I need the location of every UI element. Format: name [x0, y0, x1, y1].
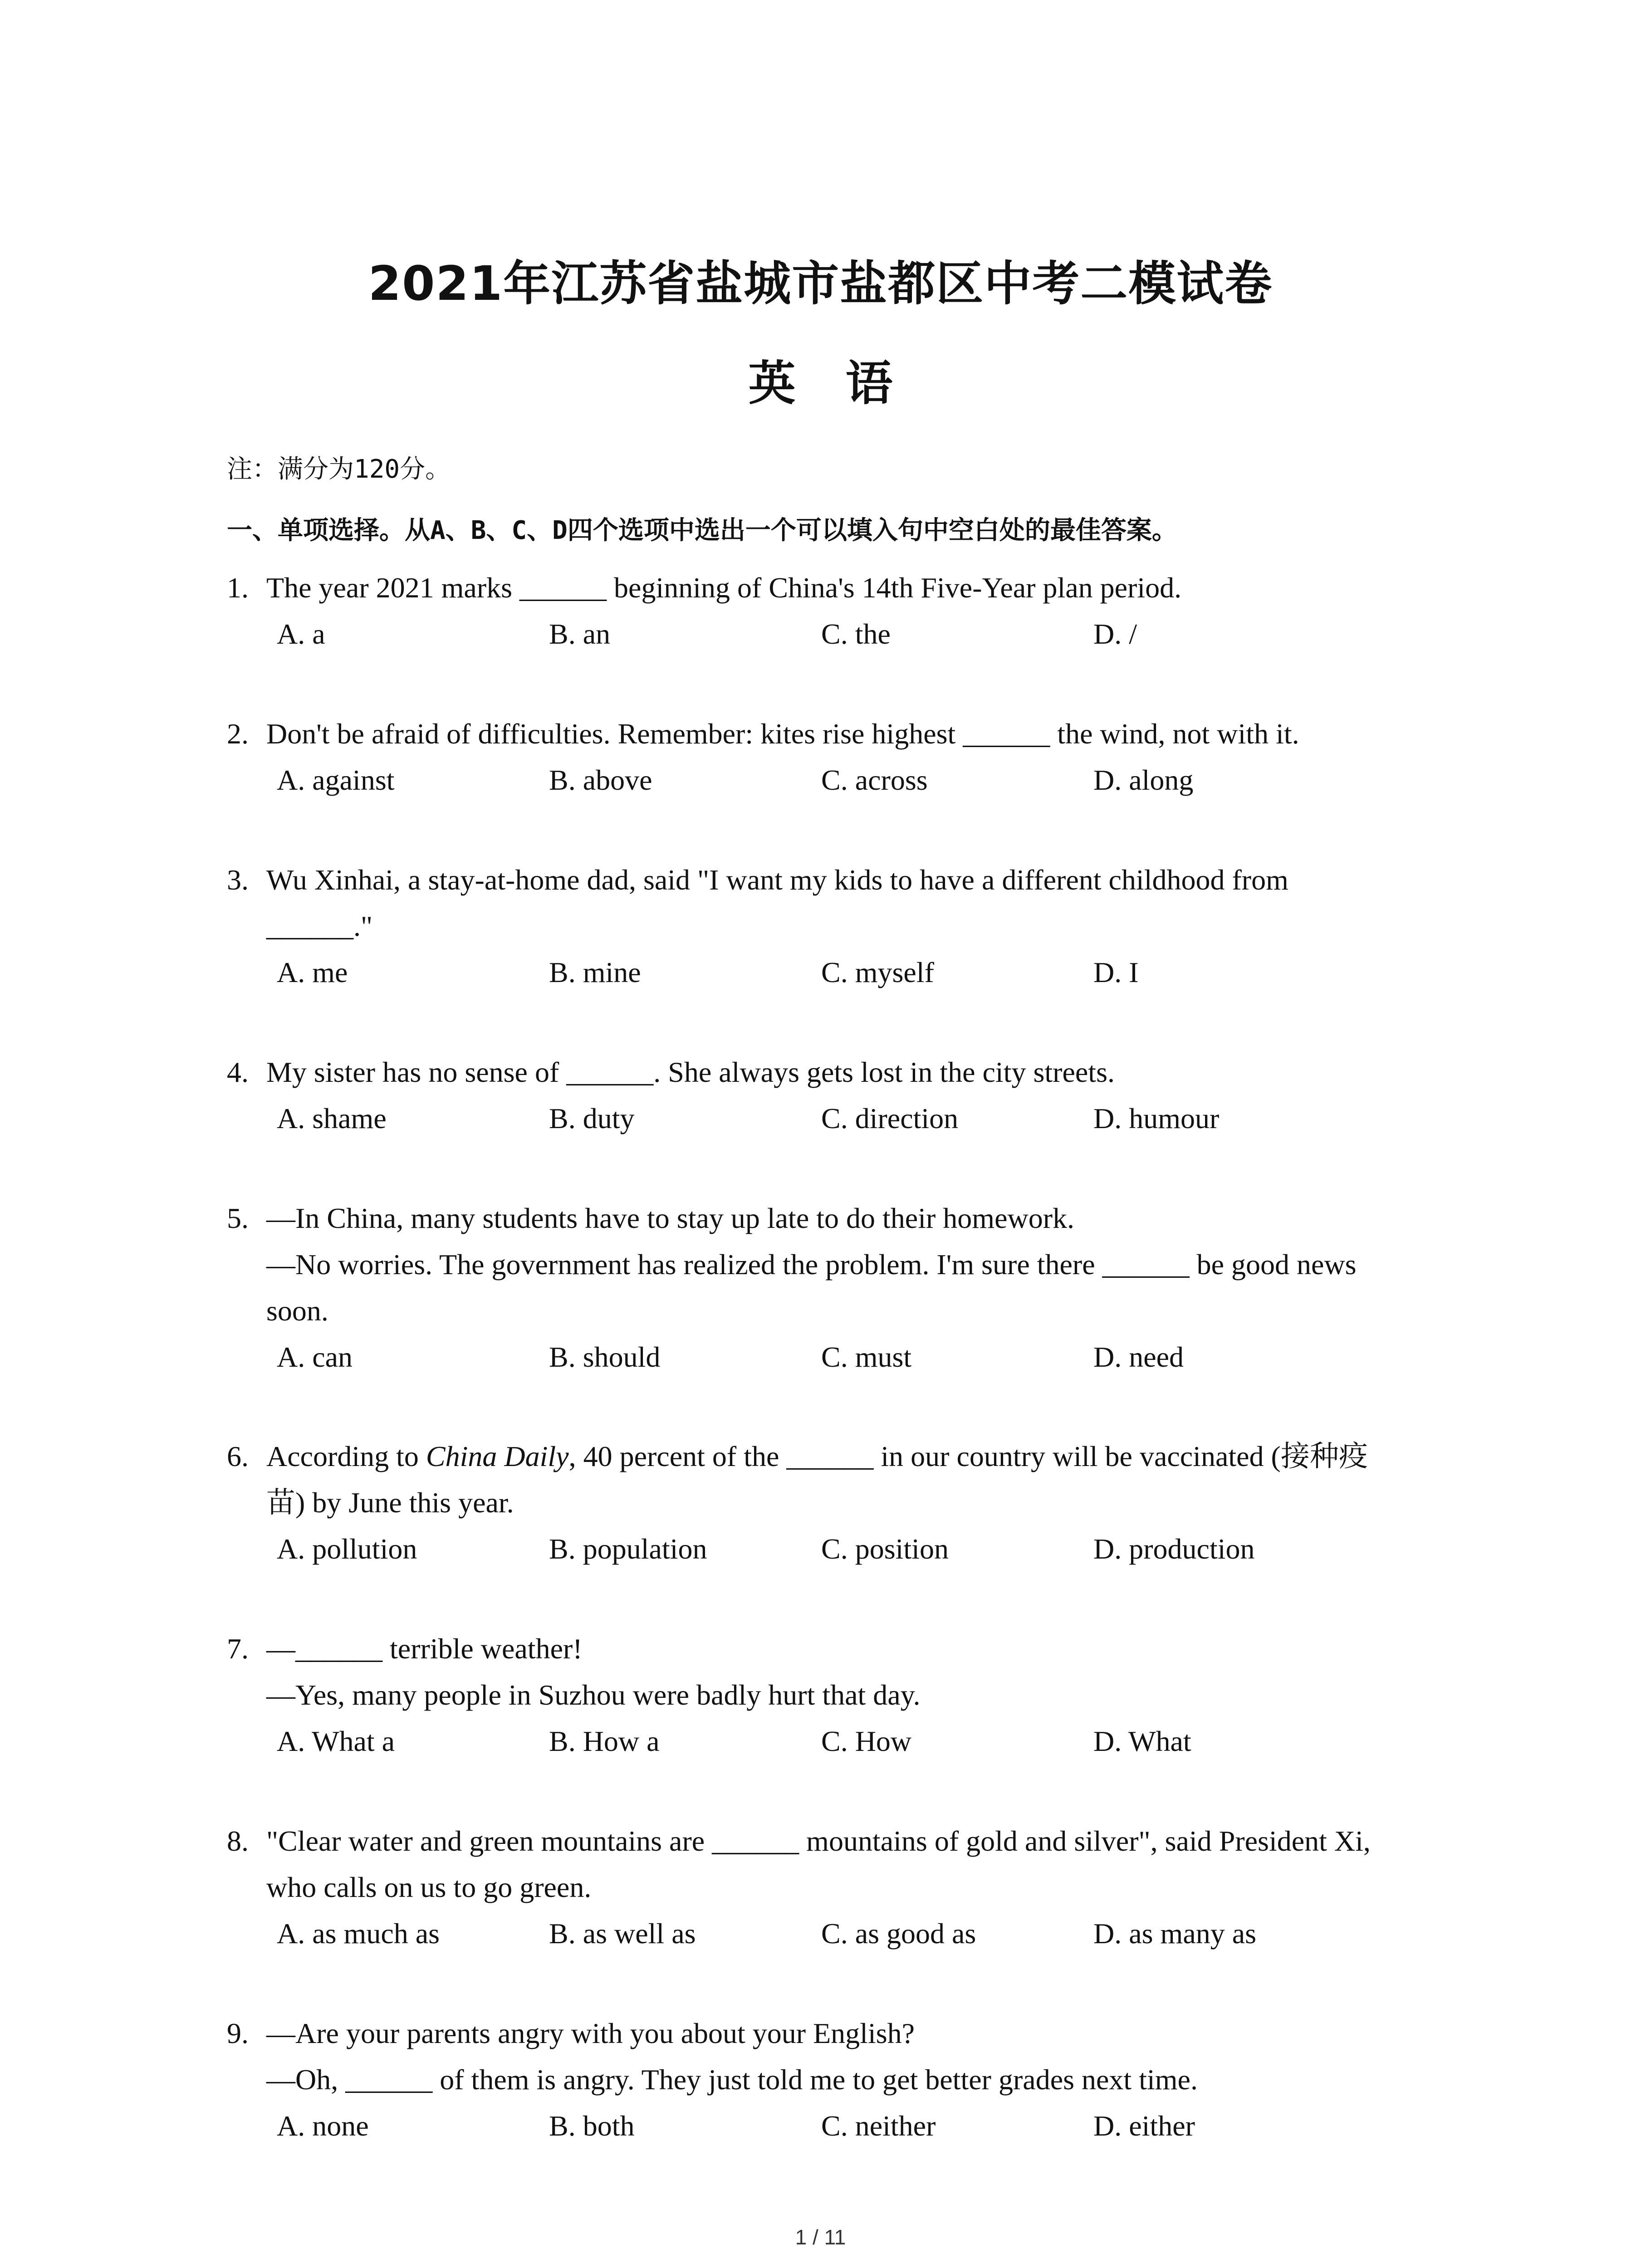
question-7 [227, 1626, 1452, 1765]
question-2 [227, 711, 1452, 803]
option-d: D. What [1093, 1725, 1191, 1757]
question-text: —No worries. The government has realized the problem. I'm sure there ______ be good news [266, 1248, 1357, 1281]
option-a: A. a [277, 618, 325, 650]
question-text: —Are your parents angry with you about your English? [266, 2017, 915, 2049]
section-heading: 一、单项选择。从A、B、C、D四个选项中选出一个可以填入句中空白处的最佳答案。 [227, 516, 1177, 545]
question-text: 苗) by June this year. [266, 1486, 514, 1519]
option-d: D. humour [1093, 1102, 1220, 1134]
option-d: D. I [1093, 956, 1139, 988]
option-c: C. position [821, 1533, 949, 1565]
question-text: —In China, many students have to stay up late to do their homework. [266, 1202, 1074, 1234]
option-d: D. as many as [1093, 1917, 1257, 1950]
question-number: 2. [227, 718, 249, 750]
options-row [227, 2103, 1452, 2149]
question-text: soon. [266, 1295, 328, 1327]
score-note: 注：满分为120分。 [227, 455, 451, 484]
page-number: 1 / 11 [795, 2225, 846, 2249]
question-number: 3. [227, 864, 249, 896]
question-9 [227, 2010, 1452, 2149]
option-b: B. population [549, 1533, 707, 1565]
option-b: B. an [549, 618, 611, 650]
option-c: C. direction [821, 1102, 959, 1134]
question-8 [227, 1818, 1452, 1957]
option-a: A. pollution [277, 1533, 417, 1565]
question-number: 7. [227, 1633, 249, 1665]
options-row [227, 1911, 1452, 1957]
question-3 [227, 857, 1452, 996]
question-number: 8. [227, 1825, 249, 1857]
option-b: B. duty [549, 1102, 635, 1134]
option-d: D. along [1093, 764, 1194, 796]
options-row [227, 1526, 1452, 1572]
question-number: 4. [227, 1056, 249, 1088]
question-text: Wu Xinhai, a stay-at-home dad, said "I want my kids to have a different childhood from [266, 864, 1288, 896]
option-c: C. myself [821, 956, 934, 988]
question-6 [227, 1433, 1452, 1572]
option-a: A. shame [277, 1102, 387, 1134]
option-a: A. can [277, 1341, 353, 1373]
question-text: My sister has no sense of ______. She always gets lost in the city streets. [266, 1056, 1115, 1088]
question-1 [227, 565, 1452, 657]
option-b: B. should [549, 1341, 661, 1373]
option-b: B. as well as [549, 1917, 696, 1950]
subject-char: 语 [845, 356, 893, 411]
option-a: A. me [277, 956, 348, 988]
option-b: B. How a [549, 1725, 660, 1757]
question-number: 5. [227, 1202, 249, 1234]
options-row [227, 1334, 1452, 1380]
option-a: A. against [277, 764, 395, 796]
question-text: —Oh, ______ of them is angry. They just told me to get better grades next time. [266, 2063, 1198, 2096]
exam-title: 2021年江苏省盐城市盐都区中考二模试卷 [368, 256, 1273, 311]
options-row [227, 1718, 1452, 1765]
options-row [227, 1095, 1452, 1142]
option-b: B. mine [549, 956, 641, 988]
option-a: A. none [277, 2110, 369, 2142]
option-b: B. both [549, 2110, 635, 2142]
question-text: The year 2021 marks ______ beginning of China's 14th Five-Year plan period. [266, 572, 1182, 604]
question-text: —Yes, many people in Suzhou were badly hurt that day. [266, 1679, 921, 1711]
option-c: C. across [821, 764, 928, 796]
question-text: who calls on us to go green. [266, 1871, 592, 1903]
option-c: C. neither [821, 2110, 936, 2142]
question-text [227, 1433, 1452, 1480]
question-text: "Clear water and green mountains are ______ mountains of gold and silver", said President Xi, [266, 1825, 1371, 1857]
option-d: D. production [1093, 1533, 1255, 1565]
question-text: ______." [266, 910, 373, 942]
option-d: D. either [1093, 2110, 1195, 2142]
option-a: A. What a [277, 1725, 395, 1757]
options-row [227, 949, 1452, 996]
option-b: B. above [549, 764, 652, 796]
option-d: D. need [1093, 1341, 1184, 1373]
option-c: C. as good as [821, 1917, 976, 1950]
question-text: —______ terrible weather! [266, 1633, 583, 1665]
option-c: C. the [821, 618, 891, 650]
options-row [227, 757, 1452, 803]
question-number: 1. [227, 572, 249, 604]
question-number: 9. [227, 2017, 249, 2049]
subject-char: 英 [748, 356, 796, 411]
option-d: D. / [1093, 618, 1137, 650]
subject-title [0, 354, 1641, 413]
options-row [227, 611, 1452, 657]
question-text: Don't be afraid of difficulties. Remember: kites rise highest ______ the wind, not with it. [266, 718, 1299, 750]
option-c: C. must [821, 1341, 912, 1373]
text-run: According to [266, 1440, 426, 1472]
option-c: C. How [821, 1725, 912, 1757]
question-4 [227, 1049, 1452, 1142]
text-run: , 40 percent of the ______ in our country will be vaccinated (接种疫 [568, 1440, 1368, 1472]
question-number: 6. [227, 1440, 249, 1472]
question-5 [227, 1195, 1452, 1380]
option-a: A. as much as [277, 1917, 440, 1950]
newspaper-name: China Daily [426, 1440, 569, 1472]
